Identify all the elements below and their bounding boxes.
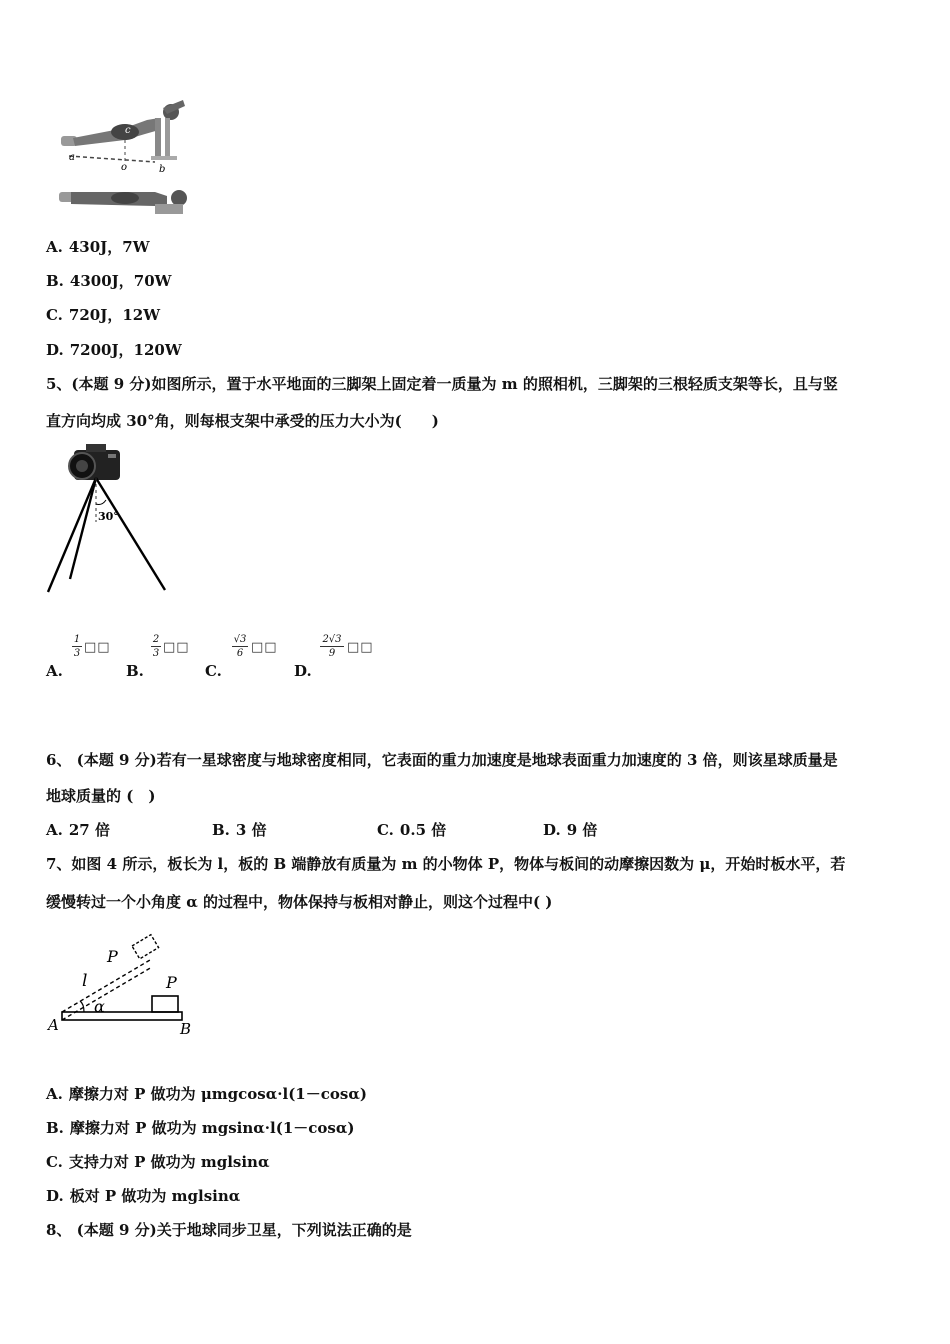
q8-stem-line1: 8、 (本题 9 分)关于地球同步卫星，下列说法正确的是 bbox=[46, 1221, 412, 1239]
q5-option-b-fraction: 2 3 bbox=[152, 634, 160, 659]
pushup-person-down bbox=[59, 190, 187, 214]
q4-option-a: A. 430J，7W bbox=[46, 238, 150, 256]
q6-stem-line2: 地球质量的 ( ) bbox=[46, 787, 156, 805]
label-alpha: α bbox=[94, 997, 105, 1016]
q5-option-a-fraction: 1 3 bbox=[73, 634, 81, 659]
q4-option-b: B. 4300J，70W bbox=[46, 272, 172, 290]
label-b-point: B bbox=[180, 1020, 192, 1038]
q5-option-d-unit: □□ bbox=[347, 640, 374, 655]
q5-option-c-unit: □□ bbox=[251, 640, 278, 655]
label-b: b bbox=[159, 164, 166, 175]
q5-stem-line2: 直方向均成 30°角，则每根支架中承受的压力大小为( ) bbox=[46, 412, 439, 430]
q5-option-c-fraction: √3 6 bbox=[233, 634, 247, 659]
q5-stem-line1: 5、(本题 9 分)如图所示，置于水平地面的三脚架上固定着一质量为 m 的照相机，三脚架的三根轻质支架等长，且与竖 bbox=[46, 375, 838, 393]
pushup-person-up bbox=[61, 100, 185, 160]
q6-option-d: D. 9 倍 bbox=[543, 821, 598, 839]
q5-option-c-label: C. bbox=[205, 662, 222, 680]
q5-option-a-unit: □□ bbox=[84, 640, 111, 655]
q5-option-b-label: B. bbox=[126, 662, 144, 680]
q6-option-b: B. 3 倍 bbox=[212, 821, 267, 839]
label-a-point: A bbox=[48, 1016, 59, 1034]
q5-option-d-fraction: 2√3 9 bbox=[320, 634, 344, 659]
label-c: c bbox=[125, 125, 131, 136]
q6-stem-line1: 6、 (本题 9 分)若有一星球密度与地球密度相同，它表面的重力加速度是地球表面重力加速度的 3 倍，则该星球质量是 bbox=[46, 751, 838, 769]
q7-stem-line2: 缓慢转过一个小角度 α 的过程中，物体保持与板相对静止，则这个过程中( ) bbox=[46, 893, 553, 911]
label-p-right: P bbox=[166, 973, 177, 992]
tripod-camera-figure bbox=[44, 442, 174, 597]
q5-option-a-label: A. bbox=[46, 662, 63, 680]
q6-option-a: A. 27 倍 bbox=[46, 821, 110, 839]
q4-option-d: D. 7200J，120W bbox=[46, 341, 182, 359]
q7-stem-line1: 7、如图 4 所示，板长为 l，板的 B 端静放有质量为 m 的小物体 P，物体与板间的动摩擦因数为 μ，开始时板水平，若 bbox=[46, 855, 846, 873]
label-a: a bbox=[69, 152, 75, 163]
pushup-figure bbox=[55, 100, 195, 222]
inclined-board-figure bbox=[44, 924, 204, 1039]
angle-label: 30° bbox=[98, 510, 119, 523]
label-o: o bbox=[121, 162, 128, 173]
q6-option-c: C. 0.5 倍 bbox=[377, 821, 447, 839]
q7-option-a: A. 摩擦力对 P 做功为 μmgcosα·l(1－cosα) bbox=[46, 1085, 367, 1103]
q7-option-b: B. 摩擦力对 P 做功为 mgsinα·l(1－cosα) bbox=[46, 1119, 355, 1137]
q7-option-d: D. 板对 P 做功为 mglsinα bbox=[46, 1187, 241, 1205]
label-p-top: P bbox=[107, 947, 118, 966]
camera-icon bbox=[69, 444, 120, 480]
q5-option-d-label: D. bbox=[294, 662, 312, 680]
q5-option-b-unit: □□ bbox=[163, 640, 190, 655]
q7-option-c: C. 支持力对 P 做功为 mglsinα bbox=[46, 1153, 270, 1171]
label-l: l bbox=[82, 971, 88, 991]
q4-option-c: C. 720J，12W bbox=[46, 306, 161, 324]
